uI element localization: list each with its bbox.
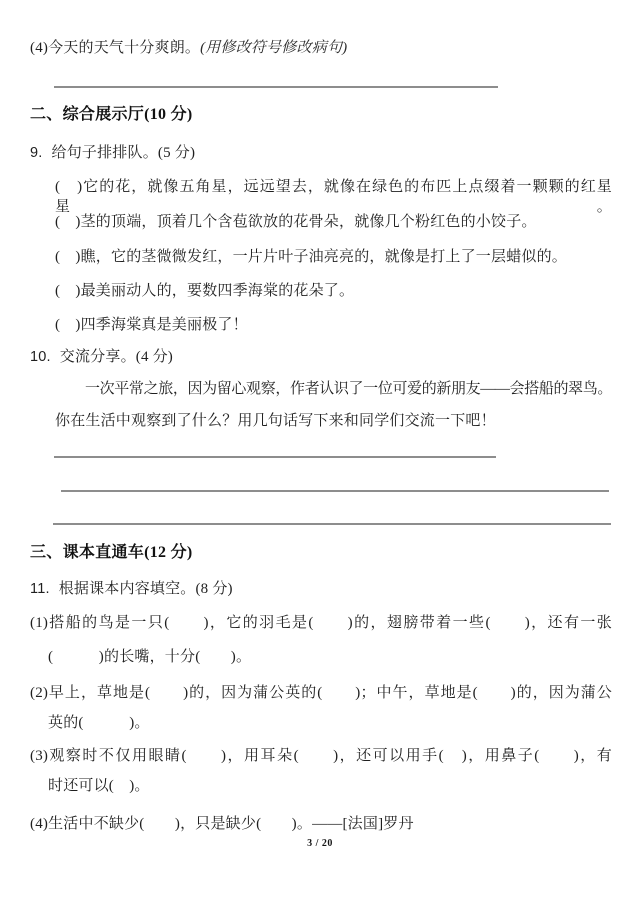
question-9-title: 给句子排排队。(5 分) bbox=[51, 145, 196, 161]
q9-option-4: ( )最美丽动人的，要数四季海棠的花朵了。 bbox=[55, 283, 355, 299]
answer-blank-line bbox=[61, 490, 609, 492]
question-4-hint: (用修改符号修改病句) bbox=[200, 40, 348, 56]
q11-blank-1-line-1: (1)搭船的鸟是一只( )，它的羽毛是( )的，翅膀带着一些( )，还有一张 bbox=[30, 615, 612, 631]
question-9-header bbox=[30, 143, 195, 163]
q9-option-1: ( )它的花，就像五角星，远远望去，就像在绿色的布匹上点缀着一颗颗的红星星。 bbox=[55, 179, 612, 215]
question-11-title: 根据课本内容填空。(8 分) bbox=[58, 581, 233, 597]
question-9-number: 9. bbox=[30, 145, 43, 161]
answer-blank-line bbox=[54, 456, 496, 458]
answer-blank-line bbox=[53, 523, 611, 525]
question-11-header bbox=[30, 579, 233, 599]
section-3-header: 三、课本直通车(12 分) bbox=[30, 544, 193, 561]
q9-option-5: ( )四季海棠真是美丽极了！ bbox=[55, 317, 248, 333]
q9-option-2: ( )茎的顶端，顶着几个含苞欲放的花骨朵，就像几个粉红色的小饺子。 bbox=[55, 214, 537, 230]
q11-blank-3-line-1: (3)观察时不仅用眼睛( )，用耳朵( )，还可以用手( )，用鼻子( )，有 bbox=[30, 748, 612, 764]
section-2-header: 二、综合展示厅(10 分) bbox=[30, 106, 193, 123]
q11-blank-2-line-2: 英的( )。 bbox=[48, 715, 150, 731]
answer-blank-line bbox=[54, 86, 498, 88]
question-4-text: (4)今天的天气十分爽朗。 bbox=[30, 40, 201, 56]
q11-blank-3-line-2: 时还可以( )。 bbox=[48, 778, 150, 794]
question-10-number: 10. bbox=[30, 349, 51, 365]
q11-blank-1-line-2: ( )的长嘴，十分( )。 bbox=[48, 649, 252, 665]
q9-option-3: ( )瞧，它的茎微微发红，一片片叶子油亮亮的，就像是打上了一层蜡似的。 bbox=[55, 249, 567, 265]
question-4-sentence bbox=[30, 38, 347, 58]
q11-blank-2-line-1: (2)早上，草地是( )的，因为蒲公英的( )；中午，草地是( )的，因为蒲公 bbox=[30, 685, 612, 701]
q10-prompt-text: 你在生活中观察到了什么？用几句话写下来和同学们交流一下吧！ bbox=[55, 413, 496, 429]
page-number: 3 / 20 bbox=[307, 838, 333, 849]
question-11-number: 11. bbox=[30, 581, 50, 597]
question-10-header bbox=[30, 347, 173, 367]
q10-intro-text: 一次平常之旅，因为留心观察，作者认识了一位可爱的新朋友——会搭船的翠鸟。 bbox=[85, 381, 612, 397]
q11-blank-4-line: (4)生活中不缺少( )，只是缺少( )。——[法国]罗丹 bbox=[30, 816, 414, 832]
question-10-title: 交流分享。(4 分) bbox=[59, 349, 174, 365]
